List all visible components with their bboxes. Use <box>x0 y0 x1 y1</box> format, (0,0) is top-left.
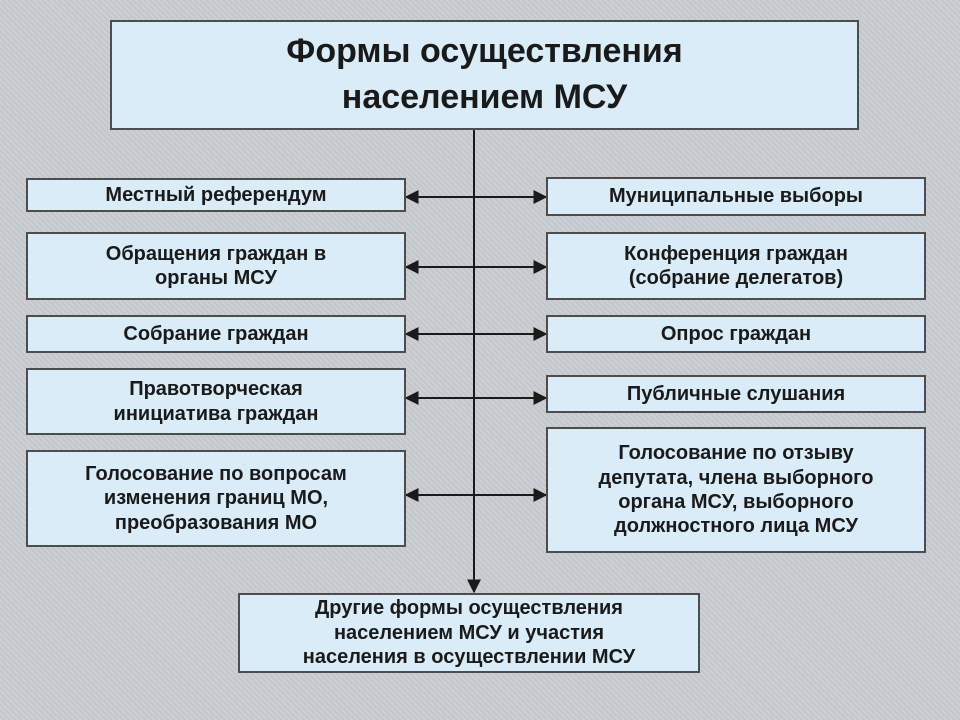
left-box-1: Местный референдум <box>26 178 406 212</box>
left-box-2: Обращения граждан в органы МСУ <box>26 232 406 300</box>
left-box-5: Голосование по вопросам изменения границ МО, преобразования МО <box>26 450 406 547</box>
right-box-3: Опрос граждан <box>546 315 926 353</box>
left-box-4: Правотворческая инициатива граждан <box>26 368 406 435</box>
title-box: Формы осуществления населением МСУ <box>110 20 859 130</box>
right-box-1: Муниципальные выборы <box>546 177 926 216</box>
left-box-3: Собрание граждан <box>26 315 406 353</box>
bottom-box: Другие формы осуществления населением МСУ и участия населения в осуществлении МСУ <box>238 593 700 673</box>
right-box-2: Конференция граждан (собрание делегатов) <box>546 232 926 300</box>
right-box-4: Публичные слушания <box>546 375 926 413</box>
right-box-5: Голосование по отзыву депутата, члена выборного органа МСУ, выборного должностного лица МСУ <box>546 427 926 553</box>
